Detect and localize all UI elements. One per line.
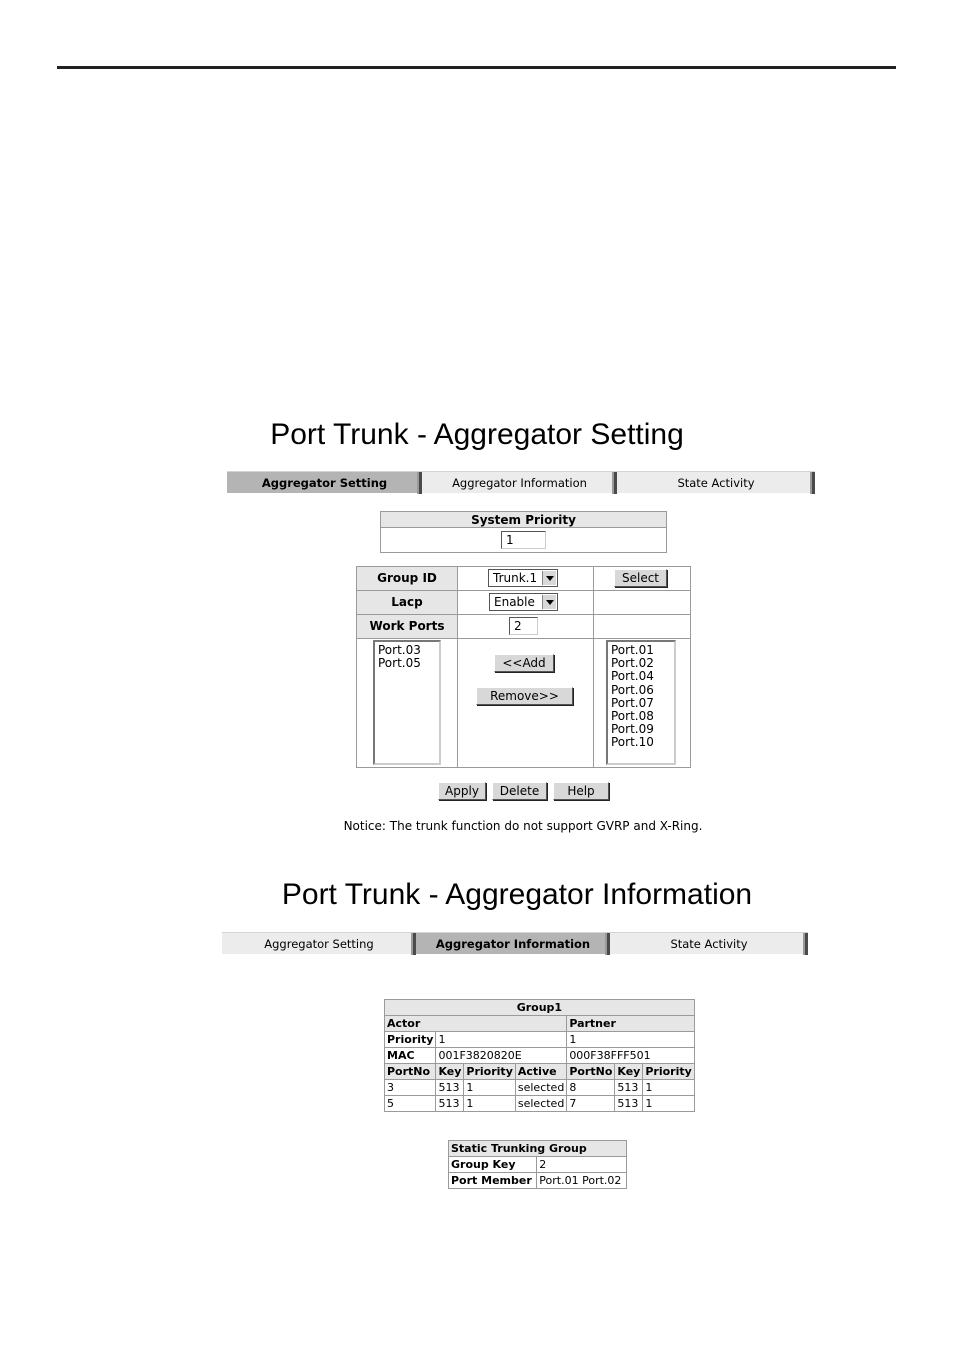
- list-item[interactable]: Port.09: [611, 722, 654, 737]
- chevron-down-icon: [542, 571, 556, 585]
- system-priority-box: [380, 511, 667, 553]
- column-header: Priority: [464, 1064, 515, 1080]
- partner-priority: 1: [567, 1032, 695, 1048]
- actor-mac: 001F3820820E: [436, 1048, 567, 1064]
- list-item[interactable]: Port.01: [611, 643, 654, 657]
- list-item[interactable]: Port.02: [611, 656, 654, 671]
- group-info-table: [384, 999, 695, 1112]
- header-rule: [57, 66, 896, 69]
- tab-aggregator-information[interactable]: Aggregator Information: [422, 471, 617, 493]
- tab-aggregator-information[interactable]: Aggregator Information: [416, 932, 610, 954]
- static-trunk-title: Static Trunking Group: [449, 1141, 627, 1157]
- select-button[interactable]: Select: [614, 569, 667, 587]
- page-title-information: Port Trunk - Aggregator Information: [281, 878, 753, 911]
- tab-bar-information: [222, 932, 808, 954]
- add-button[interactable]: <<Add: [494, 654, 554, 672]
- list-item[interactable]: Port.10: [611, 735, 654, 750]
- group-id-select[interactable]: Trunk.1: [488, 569, 558, 587]
- mac-label: MAC: [385, 1048, 436, 1064]
- list-item[interactable]: Port.07: [611, 695, 654, 710]
- tab-state-activity[interactable]: State Activity: [610, 932, 808, 954]
- tab-bar-setting: [227, 471, 815, 493]
- lacp-select[interactable]: Enable: [489, 593, 558, 611]
- list-item[interactable]: Port.06: [611, 682, 654, 697]
- tab-state-activity[interactable]: State Activity: [617, 471, 815, 493]
- chevron-down-icon: [542, 595, 556, 609]
- partner-label: Partner: [567, 1016, 695, 1032]
- tab-aggregator-setting[interactable]: Aggregator Setting: [227, 471, 422, 493]
- work-ports-input[interactable]: [509, 617, 538, 635]
- column-header: Key: [615, 1064, 643, 1080]
- port-member-label: Port Member: [449, 1173, 537, 1189]
- column-header: Active: [515, 1064, 566, 1080]
- actor-label: Actor: [385, 1016, 567, 1032]
- delete-button[interactable]: Delete: [492, 782, 547, 800]
- lacp-label: Lacp: [356, 590, 458, 615]
- list-item[interactable]: Port.08: [611, 709, 654, 724]
- group-key-label: Group Key: [449, 1157, 537, 1173]
- table-row: 5 513 1 selected 7 513 1: [385, 1096, 695, 1112]
- member-ports-list[interactable]: [373, 640, 441, 765]
- list-item[interactable]: Port.03: [378, 643, 421, 657]
- group-key-value: 2: [537, 1157, 627, 1173]
- help-button[interactable]: Help: [553, 782, 609, 800]
- trunk-config-table: [356, 566, 691, 768]
- static-trunk-table: [448, 1140, 627, 1189]
- actor-priority: 1: [436, 1032, 567, 1048]
- priority-label: Priority: [385, 1032, 436, 1048]
- system-priority-label: System Priority: [380, 511, 667, 528]
- port-member-value: Port.01 Port.02: [537, 1173, 627, 1189]
- list-item[interactable]: Port.05: [378, 656, 421, 671]
- group-id-label: Group ID: [356, 566, 458, 591]
- remove-button[interactable]: Remove>>: [476, 687, 573, 705]
- apply-button[interactable]: Apply: [438, 782, 486, 800]
- table-row: 3 513 1 selected 8 513 1: [385, 1080, 695, 1096]
- available-ports-list[interactable]: [606, 640, 676, 765]
- partner-mac: 000F38FFF501: [567, 1048, 695, 1064]
- column-header: PortNo: [385, 1064, 436, 1080]
- list-item[interactable]: Port.04: [611, 669, 654, 684]
- notice-text: Notice: The trunk function do not support GVRP and X-Ring.: [343, 819, 703, 833]
- column-header: Priority: [643, 1064, 694, 1080]
- page-title-setting: Port Trunk - Aggregator Setting: [270, 418, 684, 451]
- work-ports-label: Work Ports: [356, 614, 458, 639]
- column-header: PortNo: [567, 1064, 615, 1080]
- column-header: Key: [436, 1064, 464, 1080]
- tab-aggregator-setting[interactable]: Aggregator Setting: [222, 932, 416, 954]
- system-priority-input[interactable]: [501, 531, 546, 549]
- group-name: Group1: [385, 1000, 695, 1016]
